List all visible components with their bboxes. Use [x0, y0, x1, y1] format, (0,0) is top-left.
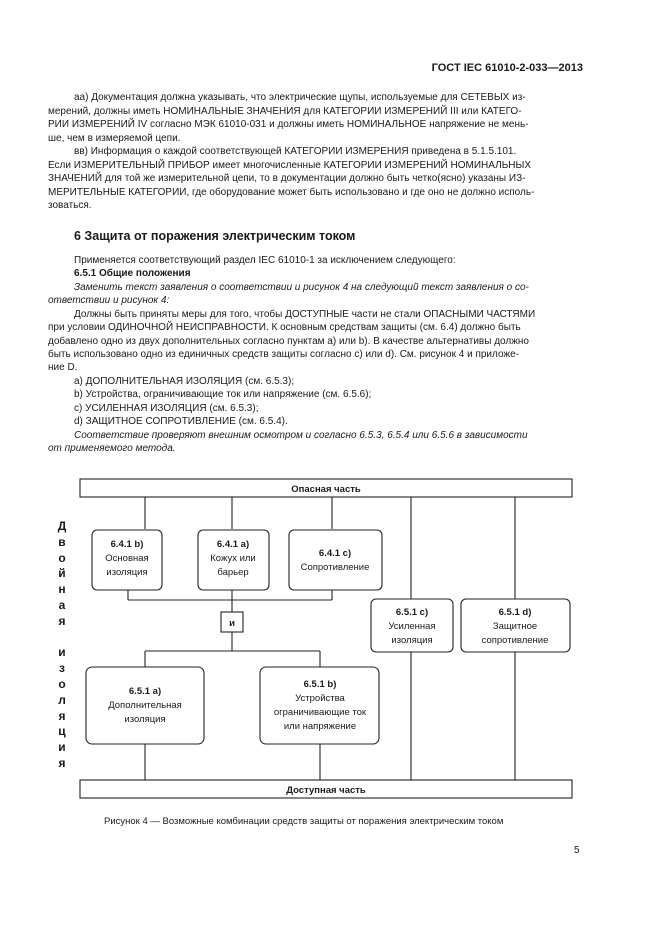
box-label: или напряжение: [283, 721, 357, 732]
vertical-letter: о: [58, 676, 66, 691]
vertical-letter: и: [58, 645, 66, 660]
vertical-letter: я: [58, 708, 66, 723]
text-line: ние D.: [48, 362, 78, 373]
box-number: 6.4.1 a): [216, 539, 250, 550]
box-label: ограничивающие ток: [273, 707, 367, 718]
document-header: ГОСТ IEC 61010-2-033—2013: [431, 62, 583, 74]
box-label: Основная: [105, 553, 149, 564]
text-line: РИИ ИЗМЕРЕНИЙ IV согласно МЭК 61010-031 и должны иметь НОМИНАЛЬНОЕ напряжение не мень-: [48, 119, 529, 130]
text-line: аа) Документация должна указывать, что электрические щупы, используемые для СЕТЕВЫХ из-: [74, 92, 526, 103]
section-title: 6 Защита от поражения электрическим током: [74, 229, 356, 243]
vertical-letter: л: [58, 692, 66, 707]
text-line: ответствии и рисунок 4:: [48, 295, 170, 306]
list-item: a) ДОПОЛНИТЕЛЬНАЯ ИЗОЛЯЦИЯ (см. 6.5.3);: [74, 376, 295, 387]
vertical-letter: ц: [58, 724, 66, 739]
page-number: 5: [574, 845, 580, 856]
accessible-part-label: Доступная часть: [286, 785, 366, 796]
box-6-4-1-c: [289, 530, 382, 590]
text-line: от применяемого метода.: [48, 443, 176, 454]
text-line: МЕРИТЕЛЬНЫЕ КАТЕГОРИИ, где оборудование может быть использовано и где оно не должно исполь-: [48, 187, 535, 198]
box-number: 6.5.1 b): [303, 679, 337, 690]
subsection-title: 6.5.1 Общие положения: [74, 268, 191, 279]
box-label: Дополнительная: [108, 700, 182, 711]
double-insulation-label: [55, 519, 69, 772]
vertical-letter: я: [58, 755, 66, 770]
box-label: Устройства: [295, 693, 345, 704]
box-number: 6.5.1 a): [128, 686, 162, 697]
box-label: изоляция: [391, 635, 433, 646]
text-line: Если ИЗМЕРИТЕЛЬНЫЙ ПРИБОР имеет многочисленные КАТЕГОРИИ ИЗМЕРЕНИЙ НОМИНАЛЬНЫХ: [48, 160, 531, 171]
text-line: быть использовано одно из единичных средств защиты согласно c) или d). См. рисунок 4 и приложе-: [48, 349, 519, 360]
box-label: изоляция: [124, 714, 166, 725]
vertical-letter: я: [58, 613, 66, 628]
vertical-letter: в: [58, 534, 66, 549]
list-item: b) Устройства, ограничивающие ток или напряжение (см. 6.5.6);: [74, 389, 372, 400]
vertical-letter: н: [58, 582, 66, 597]
vertical-letter: Д: [57, 519, 67, 533]
applies-text: Применяется соответствующий раздел IEC 61010-1 за исключением следующего:: [74, 255, 456, 266]
list-item: d) ЗАЩИТНОЕ СОПРОТИВЛЕНИЕ (см. 6.5.4).: [74, 416, 288, 427]
box-label: Усиленная: [388, 621, 436, 632]
box-number: 6.4.1 b): [110, 539, 144, 550]
vertical-letter: [55, 630, 69, 646]
box-label: Кожух или: [210, 553, 256, 564]
vertical-letter: а: [58, 597, 66, 612]
text-line: при условии ОДИНОЧНОЙ НЕИСПРАВНОСТИ. К основным средствам защиты (см. 6.4) должно быть: [48, 322, 521, 333]
text-line: зоваться.: [48, 200, 92, 211]
list-item: c) УСИЛЕННАЯ ИЗОЛЯЦИЯ (см. 6.5.3);: [74, 403, 259, 414]
text-line: Заменить текст заявления о соответствии и рисунок 4 на следующий текст заявления о со-: [74, 282, 529, 293]
vertical-letter: и: [58, 740, 66, 755]
figure-caption: Рисунок 4 — Возможные комбинации средств защиты от поражения электрическим током: [104, 816, 504, 827]
text-line: вв) Информация о каждой соответствующей КАТЕГОРИИ ИЗМЕРЕНИЯ приведена в 5.1.5.101.: [74, 146, 517, 157]
box-label: Защитное: [492, 621, 538, 632]
box-label: сопротивление: [481, 635, 549, 646]
text-line: мерений, должны иметь НОМИНАЛЬНЫЕ ЗНАЧЕНИЯ для КАТЕГОРИИ ИЗМЕРЕНИЙ III или КАТЕГО-: [48, 106, 522, 117]
vertical-letter: з: [59, 661, 65, 676]
box-number: 6.5.1 c): [395, 607, 429, 618]
text-line: ЗНАЧЕНИЙ для той же измерительной цепи, то в документации должно быть четко(ясно) указаны ИЗ-: [48, 173, 526, 184]
box-label: барьер: [217, 567, 249, 578]
box-label: изоляция: [106, 567, 148, 578]
text-line: добавлено одно из двух дополнительных согласно пунктам a) или b). В качестве альтернативы должно: [48, 336, 529, 347]
hazardous-part-label: Опасная часть: [291, 484, 361, 495]
text-line: Соответствие проверяют внешним осмотром и согласно 6.5.3, 6.5.4 или 6.5.6 в зависимости: [74, 430, 528, 441]
box-number: 6.4.1 c): [318, 548, 352, 559]
and-gate-label: и: [229, 618, 235, 629]
box-label: Сопротивление: [300, 562, 370, 573]
box-number: 6.5.1 d): [498, 607, 532, 618]
vertical-letter: й: [58, 566, 66, 581]
text-line: ше, чем в измеряемой цепи.: [48, 133, 181, 144]
vertical-letter: о: [58, 550, 66, 565]
text-line: Должны быть приняты меры для того, чтобы ДОСТУПНЫЕ части не стали ОПАСНЫМИ ЧАСТЯМИ: [74, 309, 536, 320]
